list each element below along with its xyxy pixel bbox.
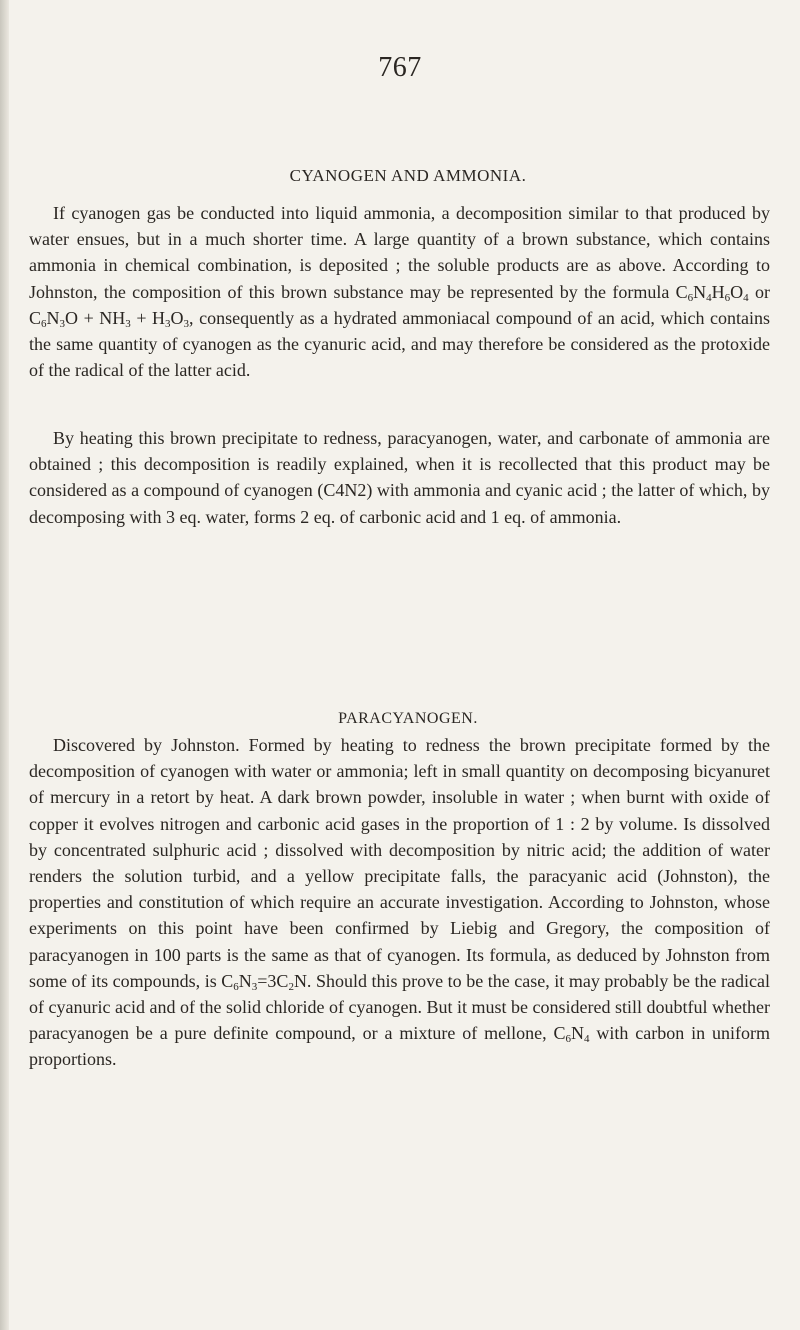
page-number: 767	[378, 52, 422, 83]
paragraph-cyanogen-ammonia-2: By heating this brown precipitate to redness, paracyanogen, water, and carbonate of ammonia are obtained ; this decomposition is readily explained, when it is recollected that this product may be considered as a compound of cyanogen (C4N2) with ammonia and cyanic acid ; the latter of which, by decomposing with 3 eq. water, forms 2 eq. of carbonic acid and 1 eq. of ammonia.	[29, 428, 770, 527]
page-edge	[0, 0, 9, 1330]
paragraph-paracyanogen: Discovered by Johnston. Formed by heating to redness the brown precipitate formed by the decomposition of cyanogen with water or ammonia; left in small quantity on decomposing bicyanuret of mercury in a retort by heat. A dark brown powder, insoluble in water ; when burnt with oxide of copper it evolves nitrogen and carbonic acid gases in the proportion of 1 : 2 by volume. Is dissolved by concentrated sulphuric acid ; dissolved with decomposition by nitric acid; the addition of water renders the solution turbid, and a yellow precipitate falls, the paracyanic acid (Johnston), the properties and constitution of which require an accurate investigation. According to Johnston, whose experiments on this point have been confirmed by Liebig and Gregory, the composition of paracyanogen in 100 parts is the same as that of cyanogen. Its formula, as deduced by Johnston from some of its compounds, is $C_6N_3=3C_2N$. Should this prove to be the case, it may probably be the radical of cyanuric acid and of the solid chloride of cyanogen. But it must be considered still doubtful whether paracyanogen be a pure definite compound, or a mixture of mellone, $C_6N_4$ with carbon in uniform proportions.	[29, 735, 771, 1070]
section-heading-cyanogen-ammonia: CYANOGEN AND AMMONIA.	[289, 166, 527, 185]
paragraph-cyanogen-ammonia-1: If cyanogen gas be conducted into liquid ammonia, a decomposition similar to that produced by water ensues, but in a much shorter time. A large quantity of a brown substance, which contains ammonia in chemical combination, is deposited ; the soluble products are as above. According to Johnston, the composition of this brown substance may be represented by the formula $C_6N_4H_6O_4$ or $C_6N_3O + NH_3 + H_3O_3$, consequently as a hydrated ammoniacal compound of an acid, which contains the same quantity of cyanogen as the cyanuric acid, and may therefore be considered as the protoxide of the radical of the latter acid.	[29, 203, 770, 381]
section-heading-paracyanogen: PARACYANOGEN.	[338, 710, 478, 727]
